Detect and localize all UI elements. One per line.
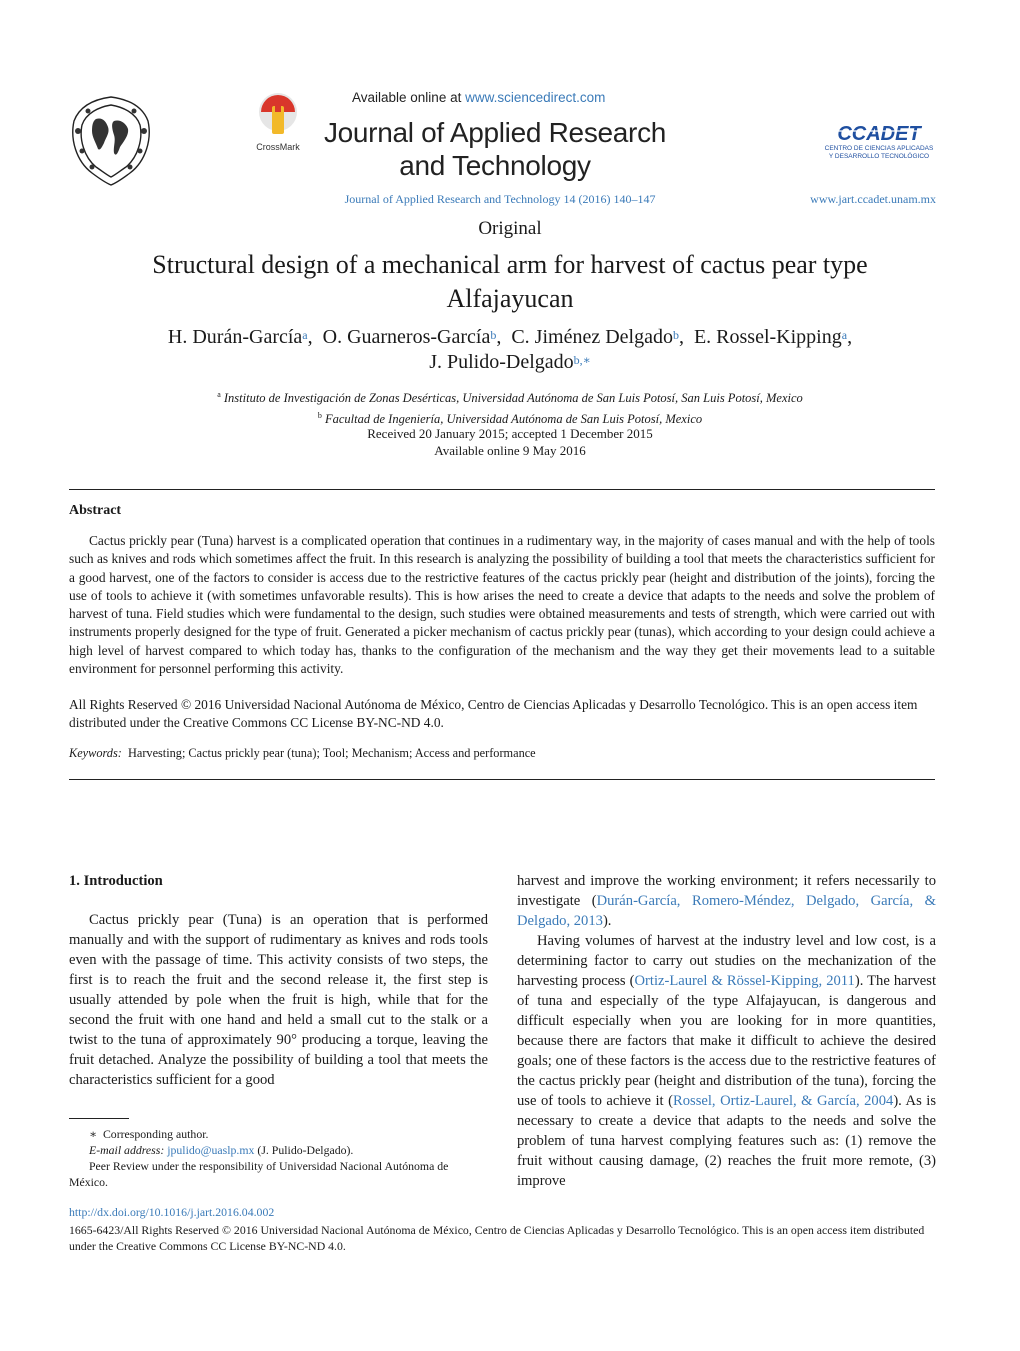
ccadet-logo — [818, 122, 940, 162]
unam-seal-icon — [66, 91, 156, 187]
journal-citation[interactable]: Journal of Applied Research and Technology 14 (2016) 140–147 — [344, 192, 656, 206]
author-affil-mark[interactable]: b,∗ — [573, 353, 591, 367]
crossmark-badge[interactable] — [250, 92, 306, 152]
article-title-line2: Alfajayucan — [446, 284, 574, 313]
author-affil-mark[interactable]: b — [490, 328, 497, 342]
crossmark-icon — [258, 92, 298, 136]
crossmark-label: CrossMark — [256, 142, 300, 152]
available-online-date: Available online 9 May 2016 — [434, 443, 586, 458]
issn-copyright: 1665-6423/All Rights Reserved © 2016 Universidad Nacional Autónoma de México, Centro de Ciencias Aplicadas y Desarrollo Tecnológico. This is an open access item distributed under the Creative Commons CC License BY-NC-ND 4.0. — [69, 1223, 925, 1253]
author-affil-mark[interactable]: a — [302, 328, 308, 342]
available-prefix: Available online at — [352, 90, 466, 105]
article-dates — [0, 425, 1020, 459]
journal-website-link[interactable]: www.jart.ccadet.unam.mx — [810, 192, 936, 206]
peer-review-note: Peer Review under the responsibility of Universidad Nacional Autónoma de México. — [69, 1159, 449, 1189]
affiliations — [60, 386, 960, 428]
paragraph: harvest and improve the working environment; it refers necessarily to investigate (Durán-García, Romero-Méndez, Delgado, García, & Delgado, 2013). — [517, 873, 936, 929]
affiliation-a: $^a$ Instituto de Investigación de Zonas Desérticas, Universidad Autónoma de San Luis Potosí, San Luis Potosí, Mexico — [217, 390, 803, 406]
keywords — [69, 746, 935, 761]
ccadet-wordmark: CCADET — [837, 123, 921, 145]
author-affil-mark[interactable]: a — [841, 328, 848, 342]
keywords-label: Keywords: — [69, 746, 122, 760]
footnotes — [69, 1126, 488, 1190]
author-affil-mark[interactable]: b — [672, 328, 679, 342]
sciencedirect-link[interactable]: www.sciencedirect.com — [465, 90, 606, 105]
paragraph: Cactus prickly pear (Tuna) is an operation that is performed manually and with the support of rudimentary as knives and rods tools even with the passage of time. This activity consists of two steps, the first is to reach the fruit and the second release it, the first step is usually attended by pole when the fruit is high, while that for the second the fruit with one hand and held a small cut to the stalk or a twist to the tuna of approximately 90° producing a torque, leaving the fruit detached. Analyze the possibility of building a tool that meets the characteristics sufficient for a good — [69, 912, 488, 1088]
doi-link[interactable]: http://dx.doi.org/10.1016/j.jart.2016.04.002 — [69, 1205, 275, 1219]
journal-title — [300, 116, 690, 182]
abstract-bottom-rule — [69, 779, 935, 780]
email-link[interactable]: jpulido@uaslp.mx — [167, 1143, 255, 1157]
available-online — [352, 90, 605, 105]
keywords-list: Harvesting; Cactus prickly pear (tuna); Tool; Mechanism; Access and performance — [127, 746, 536, 760]
right-column — [517, 871, 936, 1191]
journal-title-line1: Journal of Applied Research — [323, 117, 667, 148]
paragraph: Having volumes of harvest at the industry level and low cost, is a determining factor to carry out studies on the mechanization of the harvesting process (Ortiz-Laurel & Rössel-Kipping, 2011). The harvest of tuna and especially of the type Alfajayucan, is dangerous and difficult especially when you are looking for in more quantities, because there are factors that make it difficult to achieve the desired goals; one of these factors is the access due to the restrictive features of the cactus prickly pear (height and distribution of the tuna), forcing the use of tools to achieve it (Rossel, Ortiz-Laurel, & García, 2004). As is necessary to create a device that adapts to the needs and solve the problem of tuna harvest complying features such as: (1) remove the fruit without causing damage, (2) reaches the fruit more remote, (3) improve — [517, 933, 937, 1189]
email-note: E-mail address: jpulido@uaslp.mx (J. Pulido-Delgado). — [89, 1143, 354, 1157]
author-name: O. Guarneros-García — [322, 326, 491, 348]
footnote-rule — [69, 1118, 129, 1119]
author-name: C. Jiménez Delgado — [511, 326, 673, 348]
article-section: Original — [478, 218, 542, 239]
received-accepted: Received 20 January 2015; accepted 1 December 2015 — [367, 426, 653, 441]
article-title — [80, 248, 940, 316]
abstract-copyright: All Rights Reserved © 2016 Universidad Nacional Autónoma de México, Centro de Ciencias Aplicadas y Desarrollo Tecnológico. This is an open access item distributed under the Creative Commons CC License BY-NC-ND 4.0. — [69, 697, 918, 731]
ccadet-line1: CENTRO DE CIENCIAS APLICADAS — [824, 145, 934, 152]
citation-link[interactable]: Rossel, Ortiz-Laurel, & García, 2004 — [673, 1093, 894, 1109]
author-list: H. Durán-García$^a$, O. Guarneros-García$^b$, C. Jiménez Delgado$^b$, E. Rossel-Kipping$^a$, J. Pulido-Delgado$^{b,∗}$ — [167, 326, 853, 373]
abstract-heading: Abstract — [69, 503, 122, 518]
journal-title-line2: and Technology — [399, 150, 591, 181]
section-heading-introduction: 1. Introduction — [69, 873, 163, 889]
author-name: E. Rossel-Kipping — [693, 326, 842, 348]
ccadet-line2: Y DESARROLLO TECNOLÓGICO — [828, 153, 930, 160]
citation-link[interactable]: Ortiz-Laurel & Rössel-Kipping, 2011 — [634, 973, 855, 989]
affiliation-b: $^b$ Facultad de Ingeniería, Universidad Autónoma de San Luis Potosí, Mexico — [317, 411, 703, 427]
citation-link[interactable]: Durán-García, Romero-Méndez, Delgado, García, & Delgado, 2013 — [517, 893, 936, 929]
author-name: H. Durán-García — [167, 326, 303, 348]
abstract-top-rule — [69, 489, 935, 490]
left-column — [69, 871, 488, 1090]
corresponding-author-note: ∗ Corresponding author. — [89, 1127, 209, 1141]
abstract-text: Cactus prickly pear (Tuna) harvest is a complicated operation that continues in a rudimentary way, in the majority of cases manual and with the help of tools such as knives and rods which sometimes affect the fruit. In this research is analyzing the possibility of building a tool that meets the characteristics sufficient for a good harvest, one of the factors to consider is access due to the restrictive features of the cactus prickly pear (height and distribution of the joints), forcing the use of tools to achieve it (with sometimes unfavorable results). This is how arises the need to create a device that adapts to the needs and solve the problem of harvest of tuna. Field studies which were fundamental to the design, such studies were obtained measurements and tests of strength, which were carried out with instruments properly designed for the type of fruit. Generated a picker mechanism of cactus prickly pear (tunas), which according to your design could achieve a high level of harvest compared to which today has, thanks to the configuration of the mechanism and the way they get their movements lead to a suitable environment for personnel performing this activity. — [69, 533, 935, 677]
article-title-line1: Structural design of a mechanical arm for harvest of cactus pear type — [152, 250, 868, 279]
author-name: J. Pulido-Delgado — [429, 351, 574, 373]
